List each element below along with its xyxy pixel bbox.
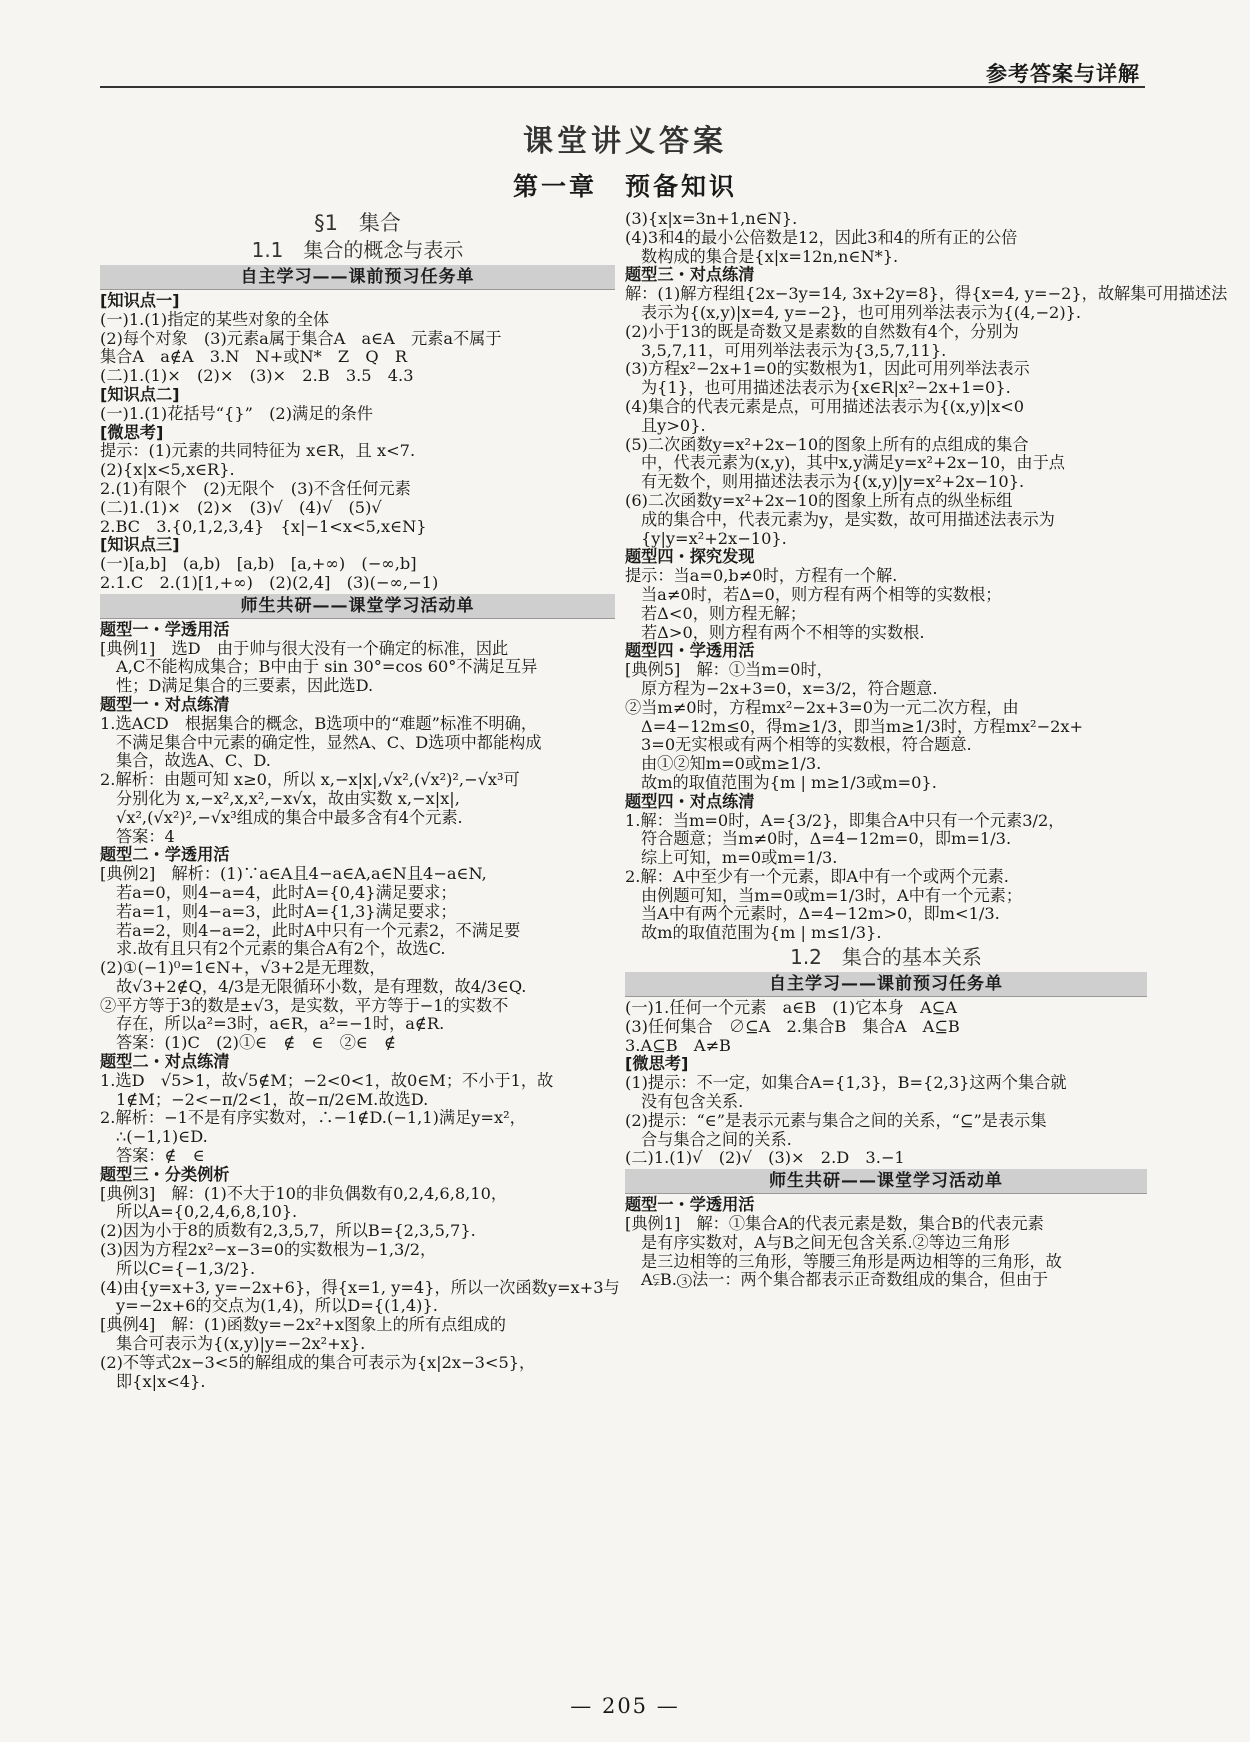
text-line: 且y>0}.: [641, 415, 706, 435]
text-line: 题型二・对点练清: [100, 1052, 230, 1072]
text-line: 3,5,7,11，可用列举法表示为{3,5,7,11}.: [641, 340, 947, 360]
text-line: 题型四・对点练清: [625, 791, 755, 811]
text-line: (一)1.(1)指定的某些对象的全体: [100, 309, 330, 329]
banner-preview-tasks-2: 自主学习——课前预习任务单: [625, 972, 1147, 997]
text-line: 题型一・学透用活: [100, 619, 230, 639]
text-line: 题型四・探究发现: [625, 547, 755, 567]
text-line: 中，代表元素为(x,y)，其中x,y满足y=x²+2x−10，由于点: [641, 453, 1065, 473]
left-column: [100, 210, 620, 1391]
text-line: 所以A={0,2,4,6,8,10}.: [116, 1202, 298, 1222]
right-column: [625, 209, 1228, 1290]
text-line: 没有包含关系.: [641, 1092, 744, 1112]
text-line: 2.解析：−1不是有序实数对，∴−1∉D.(−1,1)满足y=x²，: [100, 1108, 526, 1128]
page-number: — 205 —: [570, 1694, 680, 1718]
text-line: 综上可知，m=0或m=1/3.: [641, 848, 838, 868]
text-line: 合与集合之间的关系.: [641, 1129, 792, 1149]
text-line: 1∉M；−2<−π/2<1，故−π/2∈M.故选D.: [116, 1089, 429, 1109]
text-line: 分别化为 x,−x²,x,x²,−x√x，故由实数 x,−x|x|,: [116, 788, 460, 808]
text-line: [微思考]: [100, 422, 164, 442]
text-line: (2)提示：“∈”是表示元素与集合之间的关系，“⊆”是表示集: [625, 1110, 1047, 1130]
text-line: 有无数个，则用描述法表示为{(x,y)|y=x²+2x−10}.: [641, 472, 1025, 492]
text-line: [典例4] 解：(1)函数y=−2x²+x图象上的所有点组成的: [100, 1315, 506, 1335]
text-line: 故m的取值范围为{m | m≥1/3或m=0}.: [641, 772, 937, 792]
left-block-1: [100, 292, 615, 593]
left-block-2: [100, 619, 620, 1392]
text-line: {y|y=x²+2x−10}.: [641, 528, 787, 548]
text-line: 是三边相等的三角形，等腰三角形是两边相等的三角形，故: [641, 1251, 1062, 1271]
text-line: 2.BC 3.{0,1,2,3,4} {x|−1<x<5,x∈N}: [100, 516, 427, 536]
text-line: ②当m≠0时，方程mx²−2x+3=0为一元二次方程，由: [625, 697, 1019, 717]
banner-class-activities-2: 师生共研——课堂学习活动单: [625, 1169, 1147, 1194]
text-line: 题型一・对点练清: [100, 694, 230, 714]
text-line: (一)[a,b] (a,b) [a,b) [a,+∞) (−∞,b]: [100, 554, 417, 574]
text-line: 提示：当a=0,b≠0时，方程有一个解.: [625, 566, 898, 586]
header-title: 参考答案与详解: [986, 62, 1140, 86]
text-line: 由①②知m=0或m≥1/3.: [641, 754, 822, 774]
text-line: 3.A⊆B A≠B: [625, 1035, 731, 1055]
text-line: 是有序实数对，A与B之间无包含关系.②等边三角形: [641, 1232, 1010, 1252]
text-line: 数构成的集合是{x|x=12n,n∈N*}.: [641, 246, 899, 266]
text-line: 表示为{(x,y)|x=4, y=−2}，也可用列举法表示为{(4,−2)}.: [641, 302, 1082, 322]
text-line: 符合题意；当m≠0时，Δ=4−12m=0，即m=1/3.: [641, 829, 1012, 849]
text-line: 答案：4: [116, 826, 175, 846]
text-line: 存在，所以a²=3时，a∈R，a²=−1时，a∉R.: [116, 1014, 445, 1034]
chapter-title: 第一章 预备知识: [512, 172, 737, 201]
text-line: [典例1] 解：①集合A的代表元素是数，集合B的代表元素: [625, 1214, 1044, 1234]
text-line: (一)1.(1)花括号“{}” (2)满足的条件: [100, 403, 373, 423]
text-line: 所以C={−1,3/2}.: [116, 1258, 256, 1278]
text-line: (4)3和4的最小公倍数是12，因此3和4的所有正的公倍: [625, 227, 1018, 247]
text-line: 题型四・学透用活: [625, 641, 755, 661]
text-line: 集合，故选A、C、D.: [116, 751, 271, 771]
text-line: (6)二次函数y=x²+2x−10的图象上所有点的纵坐标组: [625, 490, 1013, 510]
text-line: (2)不等式2x−3<5的解组成的集合可表示为{x|2x−3<5}，: [100, 1352, 536, 1372]
text-line: (3)任何集合 ∅⊆A 2.集合B 集合A A⊆B: [625, 1016, 960, 1036]
text-line: 当a≠0时，若Δ=0，则方程有两个相等的实数根；: [641, 584, 1002, 604]
text-line: 为{1}，也可用描述法表示为{x∈R|x²−2x+1=0}.: [641, 378, 1011, 398]
right-block-3: [625, 1196, 1147, 1290]
text-line: (2)因为小于8的质数有2,3,5,7，所以B={2,3,5,7}.: [100, 1221, 476, 1241]
text-line: 不满足集合中元素的确定性，显然A、C、D选项中都能构成: [116, 732, 542, 752]
page-title: 课堂讲义答案: [523, 124, 727, 159]
text-line: 由例题可知，当m=0或m=1/3时，A中有一个元素；: [641, 885, 1023, 905]
text-line: [知识点一]: [100, 291, 180, 310]
text-line: 答案：(1)C (2)①∈ ∉ ∈ ②∈ ∉: [116, 1033, 397, 1053]
text-line: (4)集合的代表元素是点，可用描述法表示为{(x,y)|x<0: [625, 396, 1025, 416]
text-line: 答案：∉ ∈: [116, 1146, 205, 1166]
text-line: 原方程为−2x+3=0，x=3/2，符合题意.: [641, 678, 938, 698]
text-line: 提示：(1)元素的共同特征为 x∈R，且 x<7.: [100, 441, 416, 461]
text-line: y=−2x+6的交点为(1,4)，所以D={(1,4)}.: [116, 1296, 438, 1316]
text-line: 题型一・学透用活: [625, 1195, 755, 1215]
text-line: (3){x|x=3n+1,n∈N}.: [625, 209, 798, 228]
text-line: [典例2] 解析：(1)∵a∈A且4−a∈A,a∈N且4−a∈N,: [100, 864, 487, 884]
text-line: 性；D满足集合的三要素，因此选D.: [116, 676, 374, 696]
text-line: 当A中有两个元素时，Δ=4−12m>0，即m<1/3.: [641, 904, 1000, 924]
text-line: 2.解：A中至少有一个元素，即A中有一个或两个元素.: [625, 866, 1009, 886]
text-line: 2.(1)有限个 (2)无限个 (3)不含任何元素: [100, 478, 411, 498]
banner-preview-tasks: 自主学习——课前预习任务单: [100, 265, 615, 290]
text-line: 求.故有且只有2个元素的集合A有2个，故选C.: [116, 939, 446, 959]
text-line: 若a=1，则4−a=3，此时A={1,3}满足要求；: [116, 901, 457, 921]
text-line: (二)1.(1)× (2)× (3)× 2.B 3.5 4.3: [100, 366, 414, 386]
text-line: A,C不能构成集合；B中由于 sin 30°=cos 60°不满足互异: [116, 657, 538, 677]
text-line: A⫋B.③法一：两个集合都表示正奇数组成的集合，但由于: [641, 1270, 1049, 1290]
text-line: (5)二次函数y=x²+2x−10的图象上所有的点组成的集合: [625, 434, 1029, 454]
text-line: [典例5] 解：①当m=0时，: [625, 660, 833, 680]
text-line: 集合A a∉A 3.N N+或N* Z Q R: [100, 347, 408, 367]
text-line: 题型二・学透用活: [100, 845, 230, 865]
text-line: (4)由{y=x+3, y=−2x+6}，得{x=1, y=4}，所以一次函数y=x+3与: [100, 1277, 620, 1297]
text-line: (2)每个对象 (3)元素a属于集合A a∈A 元素a不属于: [100, 328, 502, 348]
text-line: [知识点二]: [100, 384, 180, 404]
text-line: (一)1.任何一个元素 a∈B (1)它本身 A⊆A: [625, 998, 957, 1018]
text-line: 若a=0，则4−a=4，此时A={0,4}满足要求；: [116, 882, 457, 902]
text-line: [微思考]: [625, 1054, 689, 1074]
text-line: 题型三・对点练清: [625, 265, 755, 285]
text-line: ②平方等于3的数是±√3，是实数，平方等于−1的实数不: [100, 995, 509, 1015]
text-line: 题型三・分类例析: [100, 1164, 230, 1184]
right-block-2: [625, 999, 1147, 1168]
text-line: (2)①(−1)⁰=1∈N+，√3+2是无理数，: [100, 958, 386, 978]
text-line: [典例1] 选D 由于帅与很大没有一个确定的标准，因此: [100, 638, 509, 658]
text-line: (二)1.(1)× (2)× (3)√ (4)√ (5)√: [100, 497, 382, 517]
text-line: 1.解：当m=0时，A={3/2}，即集合A中只有一个元素3/2，: [625, 810, 1065, 830]
text-line: 若Δ>0，则方程有两个不相等的实数根.: [641, 622, 925, 642]
subsection-heading-2: 1.2 集合的基本关系: [790, 945, 982, 970]
text-line: 集合可表示为{(x,y)|y=−2x²+x}.: [116, 1334, 366, 1354]
text-line: 若a=2，则4−a=2，此时A中只有一个元素2，不满足要: [116, 920, 521, 940]
text-line: (3)方程x²−2x+1=0的实数根为1，因此可用列举法表示: [625, 359, 1030, 379]
text-line: 即{x|x<4}.: [116, 1371, 206, 1391]
text-line: (2){x|x<5,x∈R}.: [100, 460, 235, 480]
text-line: [典例3] 解：(1)不大于10的非负偶数有0,2,4,6,8,10，: [100, 1183, 508, 1203]
text-line: 2.解析：由题可知 x≥0，所以 x,−x|x|,√x²,(√x²)²,−√x³可: [100, 770, 520, 790]
text-line: (二)1.(1)√ (2)√ (3)× 2.D 3.−1: [625, 1148, 905, 1168]
text-line: 成的集合中，代表元素为y，是实数，故可用描述法表示为: [641, 509, 1055, 529]
section-heading: §1 集合: [314, 211, 401, 235]
text-line: √x²,(√x²)²,−√x³组成的集合中最多含有4个元素.: [116, 807, 463, 827]
text-line: 故√3+2∉Q，4/3是无限循环小数，是有理数，故4/3∈Q.: [116, 976, 527, 996]
text-line: (2)小于13的既是奇数又是素数的自然数有4个，分别为: [625, 321, 1019, 341]
text-line: 故m的取值范围为{m | m≤1/3}.: [641, 923, 882, 943]
text-line: ∴(−1,1)∈D.: [116, 1127, 208, 1147]
text-line: (3)因为方程2x²−x−3=0的实数根为−1,3/2，: [100, 1240, 437, 1260]
text-line: 若Δ<0，则方程无解；: [641, 603, 807, 623]
right-block-1: [625, 209, 1228, 943]
text-line: 3=0无实根或有两个相等的实数根，符合题意.: [641, 735, 972, 755]
text-line: 1.选D √5>1，故√5∉M；−2<0<1，故0∈M；不小于1，故: [100, 1070, 554, 1090]
text-line: 1.选ACD 根据集合的概念，B选项中的“难题”标准不明确，: [100, 713, 538, 733]
text-line: [知识点三]: [100, 535, 180, 555]
header-rule: [100, 86, 1145, 88]
text-line: Δ=4−12m≤0，得m≥1/3，即当m≥1/3时，方程mx²−2x+: [641, 716, 1084, 736]
text-line: 2.1.C 2.(1)[1,+∞) (2)(2,4] (3)(−∞,−1): [100, 572, 439, 592]
banner-class-activities: 师生共研——课堂学习活动单: [100, 594, 615, 619]
text-line: 解：(1)解方程组{2x−3y=14, 3x+2y=8}，得{x=4, y=−2}，故解集可用描述法: [625, 284, 1228, 304]
text-line: (1)提示：不一定，如集合A={1,3}，B={2,3}这两个集合就: [625, 1073, 1067, 1093]
subsection-heading: 1.1 集合的概念与表示: [251, 238, 464, 262]
